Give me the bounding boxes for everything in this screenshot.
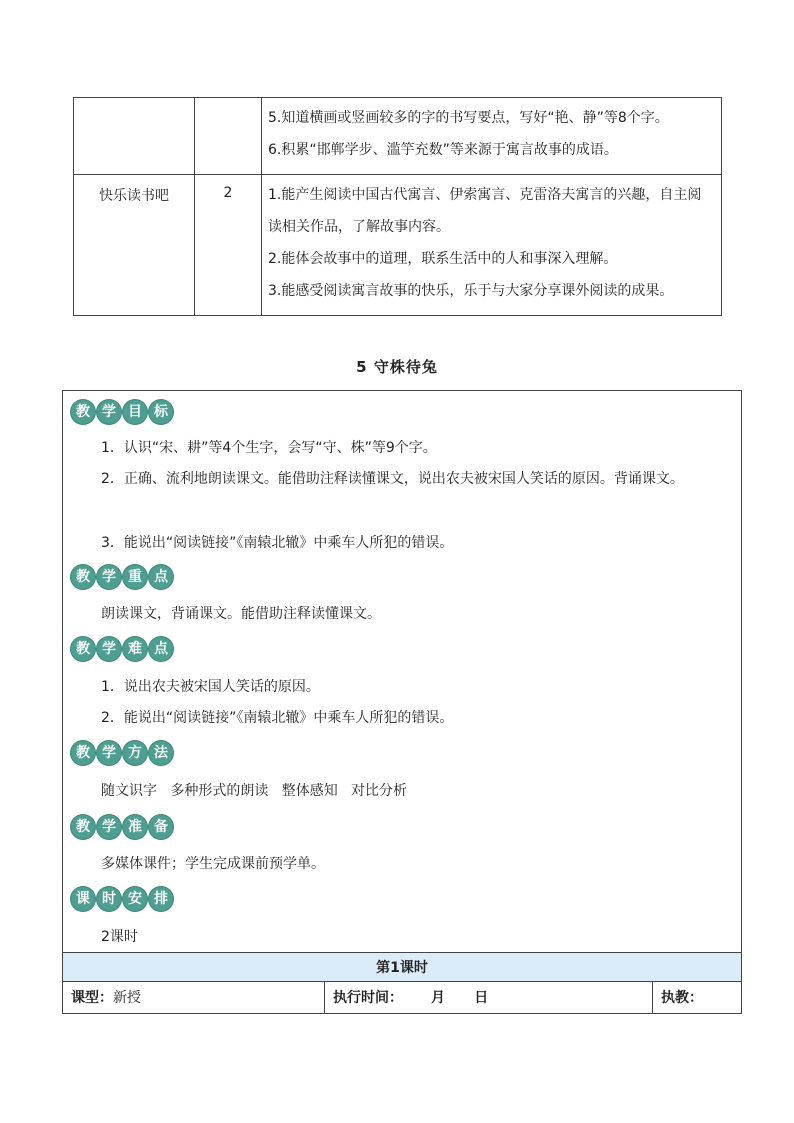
methods-text: 随文识字 多种形式的朗读 整体感知 对比分析	[101, 783, 408, 799]
lesson-title: 5 守株待兔	[356, 358, 438, 376]
header-char: 安	[123, 887, 147, 911]
objective-item: 3.能感受阅读寓言故事的快乐，乐于与大家分享课外阅读的成果。	[268, 283, 674, 299]
unit-name-cell: 快乐读书吧	[74, 175, 195, 316]
header-char: 教	[71, 741, 95, 765]
header-char: 备	[149, 815, 173, 839]
header-char: 教	[71, 637, 95, 661]
header-char: 学	[97, 400, 121, 424]
header-char: 教	[71, 815, 95, 839]
header-char: 课	[71, 887, 95, 911]
header-char: 学	[97, 741, 121, 765]
header-char: 学	[97, 565, 121, 589]
info-row	[63, 982, 741, 1014]
header-char: 教	[71, 565, 95, 589]
execution-time-cell	[325, 982, 653, 1014]
execution-time-value: 月 日	[431, 990, 489, 1006]
objective-item: 2.能体会故事中的道理，联系生活中的人和事深入理解。	[268, 251, 618, 267]
preparation-header	[71, 815, 173, 839]
lesson-type-cell	[63, 982, 325, 1014]
table-cell-empty	[74, 98, 195, 175]
difficulties-header	[71, 637, 173, 661]
header-char: 法	[149, 741, 173, 765]
header-char: 学	[97, 637, 121, 661]
header-char: 目	[123, 400, 147, 424]
header-char: 点	[149, 565, 173, 589]
methods-header	[71, 741, 173, 765]
difficulty-item: 2．能说出“阅读链接”《南辕北辙》中乘车人所犯的错误。	[101, 710, 454, 726]
goal-item: 2．正确、流利地朗读课文。能借助注释读懂课文，说出农夫被宋国人笑话的原因。背诵课文。	[101, 471, 684, 487]
objective-item: 1.能产生阅读中国古代寓言、伊索寓言、克雷洛夫寓言的兴趣，自主阅读相关作品，了解故事内容。	[268, 187, 702, 235]
goal-item: 1．认识“宋、耕”等4个生字，会写“守、株”等9个字。	[101, 440, 437, 456]
header-char: 排	[149, 887, 173, 911]
header-char: 难	[123, 637, 147, 661]
hours-cell: 2	[195, 175, 262, 316]
lesson-type-label: 课型：	[71, 990, 113, 1006]
objective-item: 6.积累“邯郸学步、滥竽充数”等来源于寓言故事的成语。	[268, 142, 618, 158]
objective-item: 5.知道横画或竖画较多的字的书写要点，写好“艳、静”等8个字。	[268, 110, 669, 126]
header-char: 标	[149, 400, 173, 424]
header-char: 准	[123, 815, 147, 839]
teacher-label: 执教：	[661, 990, 703, 1006]
key-points-text: 朗读课文，背诵课文。能借助注释读懂课文。	[101, 606, 381, 622]
header-char: 重	[123, 565, 147, 589]
execution-time-label: 执行时间：	[333, 990, 403, 1006]
key-points-header	[71, 565, 173, 589]
teacher-cell	[653, 982, 741, 1014]
objectives-cell	[262, 175, 722, 316]
header-char: 教	[71, 400, 95, 424]
lesson-type-value: 新授	[113, 990, 141, 1006]
schedule-text: 2课时	[101, 929, 138, 945]
table-row	[74, 175, 722, 316]
header-char: 点	[149, 637, 173, 661]
objectives-cell	[262, 98, 722, 175]
table-cell-empty	[195, 98, 262, 175]
plan-table	[73, 97, 722, 316]
period-bar: 第1课时	[63, 952, 741, 982]
goals-header	[71, 400, 173, 424]
goal-item: 3．能说出“阅读链接”《南辕北辙》中乘车人所犯的错误。	[101, 535, 454, 551]
lesson-plan-box	[62, 390, 742, 1014]
preparation-text: 多媒体课件；学生完成课前预学单。	[101, 856, 325, 872]
header-char: 时	[97, 887, 121, 911]
header-char: 学	[97, 815, 121, 839]
table-row	[74, 98, 722, 175]
schedule-header	[71, 887, 173, 911]
header-char: 方	[123, 741, 147, 765]
difficulty-item: 1．说出农夫被宋国人笑话的原因。	[101, 679, 320, 695]
